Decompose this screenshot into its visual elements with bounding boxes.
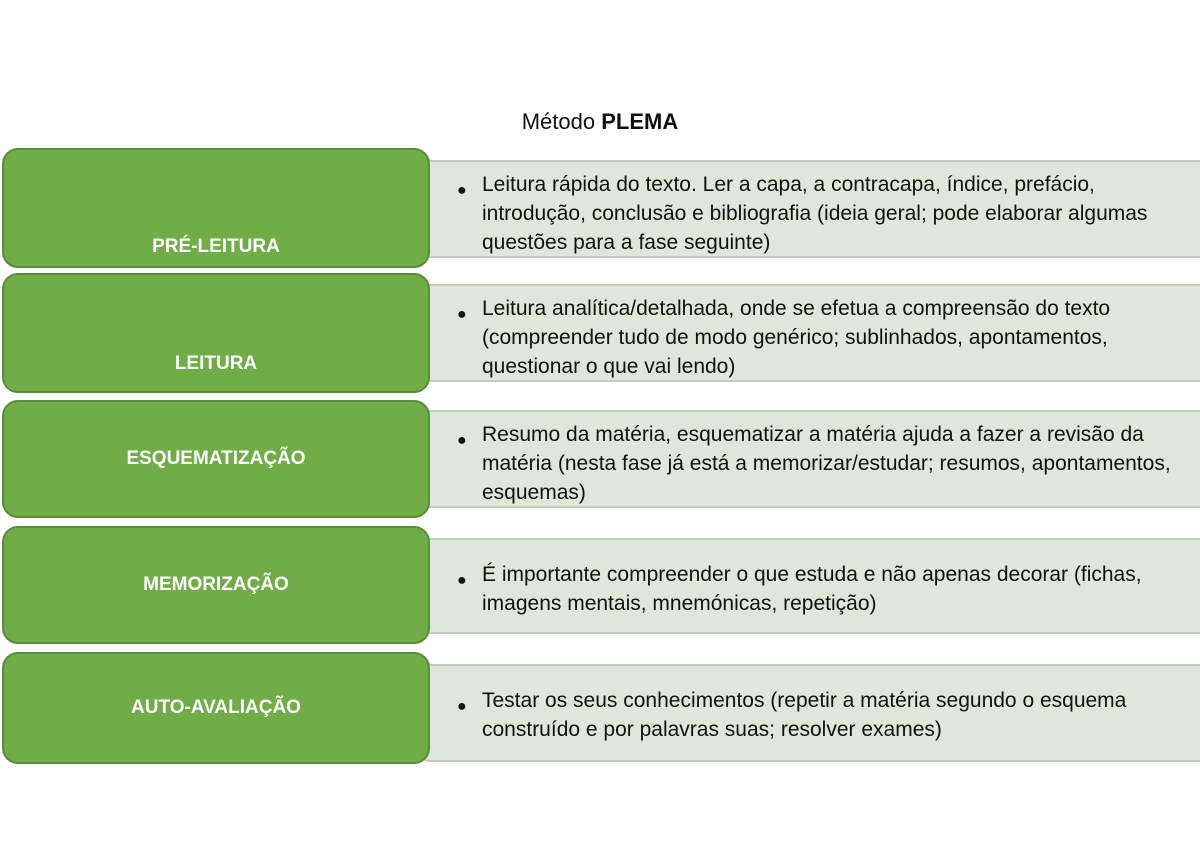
description-text: Testar os seus conhecimentos (repetir a matéria segundo o esquema construído e por palavras suas; resolver exames) [482, 689, 1127, 741]
description-text: É importante compreender o que estuda e não apenas decorar (fichas, imagens mentais, mnemónicas, repetição) [482, 563, 1142, 615]
bullet-icon: ● [457, 432, 467, 449]
bullet-icon: ● [457, 182, 467, 199]
bullet-icon: ● [457, 306, 467, 323]
step-label [2, 652, 430, 764]
step-label [2, 526, 430, 644]
bullet-icon: ● [457, 572, 467, 589]
title-prefix: Método [521, 109, 596, 134]
step-label-text: ESQUEMATIZAÇÃO [126, 448, 306, 469]
description-text: Resumo da matéria, esquematizar a matéria ajuda a fazer a revisão da matéria (nesta fase já está a memorizar/estudar; resumos, apontamentos, esquemas) [482, 423, 1171, 504]
description-box [420, 410, 1200, 508]
description-box [420, 160, 1200, 258]
step-label-text: MEMORIZAÇÃO [143, 574, 289, 595]
step-label-text: AUTO-AVALIAÇÃO [131, 697, 301, 718]
title-bold: PLEMA [601, 109, 679, 134]
step-label [2, 148, 430, 268]
description-text: Leitura rápida do texto. Ler a capa, a contracapa, índice, prefácio, introdução, conclusão e bibliografia (ideia geral; pode elaborar algumas questões para a fase seguinte) [482, 173, 1148, 254]
step-label [2, 273, 430, 393]
bullet-icon: ● [457, 698, 467, 715]
page-title [0, 109, 1200, 135]
step-label-text: LEITURA [174, 353, 258, 374]
description-box [420, 284, 1200, 382]
description-box [420, 664, 1200, 762]
description-box [420, 538, 1200, 634]
step-label-text: PRÉ-LEITURA [152, 236, 280, 257]
description-text: Leitura analítica/detalhada, onde se efetua a compreensão do texto (compreender tudo de modo genérico; sublinhados, apontamentos, questionar o que vai lendo) [482, 297, 1111, 378]
step-label [2, 400, 430, 518]
